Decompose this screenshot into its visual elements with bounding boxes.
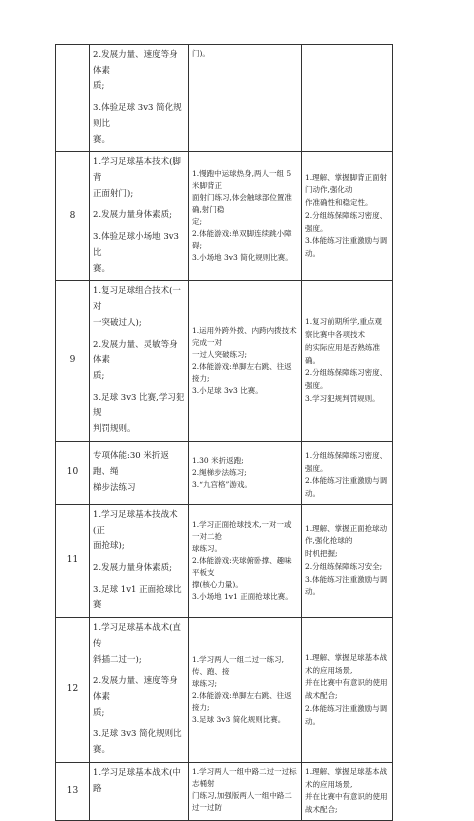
lesson-goals-line: 3.体验足球小场地 3v3 比	[93, 232, 179, 258]
lesson-methods-line: 一过人突破练习;	[192, 350, 248, 360]
lesson-goals	[90, 45, 189, 152]
lesson-methods-line: 门)。	[192, 49, 210, 58]
lesson-methods-line: 1.慢跑中运球热身,两人一组 5 米脚背正	[192, 169, 292, 191]
lesson-methods-line: 3.“九宫格”游戏。	[192, 479, 252, 489]
lesson-goals-line: 3.体验足球 3v3 简化规则比	[93, 103, 182, 129]
lesson-methods-line: 1.30 米折返跑;	[192, 455, 244, 465]
lesson-notes-line: 1.复习前期所学,重点观察比赛中各项技术	[305, 317, 383, 340]
lesson-goals	[90, 281, 189, 441]
lesson-methods-line: 2.体能游戏:单脚左右跳、往返接力;	[192, 362, 292, 384]
lesson-goals-line: 赛。	[93, 263, 111, 274]
lesson-goals-line: 质;	[93, 370, 105, 381]
lesson-notes	[302, 45, 393, 152]
lesson-notes	[302, 504, 393, 617]
lesson-methods	[189, 618, 302, 763]
lesson-methods-line: 2.体能游戏:单脚左右跳、往返接力;	[192, 691, 292, 712]
lesson-methods-line: 撑(核心力量)。	[192, 579, 243, 589]
table-row	[56, 152, 393, 281]
lesson-goals-line: 梯步法练习	[93, 482, 136, 493]
lesson-goals-line: 3.足球 3v3 比赛,学习犯规	[93, 392, 185, 419]
lesson-methods	[189, 504, 302, 617]
lesson-methods-line: 定;	[192, 217, 203, 227]
lesson-methods-line: 1.运用外跨外拨、内跨内拨技术完成一对	[192, 326, 297, 348]
lesson-notes-line: 3.体能练习注重激励与调动。	[305, 236, 388, 259]
lesson-notes-line: 的实际应用是否熟练准确。	[305, 342, 380, 365]
lesson-number: 11	[56, 504, 90, 617]
table-row	[56, 45, 393, 152]
lesson-methods-line: 门练习,加强版两人一组中路二过一过防	[192, 790, 292, 812]
lesson-methods-line: 2.体能游戏:单双脚连续跳小障碍;	[192, 229, 292, 251]
table-row	[56, 762, 393, 820]
lesson-goals-line: 面抢球);	[93, 541, 125, 552]
lesson-notes-line: 3.体能练习注重激励与调动。	[305, 574, 388, 597]
lesson-goals-line: 2.发展力量身体素质;	[93, 210, 172, 221]
lesson-number: 13	[56, 762, 90, 820]
lesson-methods-line: 面射门练习,体会触球部位置准确,射门稳	[192, 193, 292, 215]
table-row	[56, 441, 393, 504]
lesson-notes	[302, 762, 393, 820]
lesson-notes-line: 1.理解、掌握脚背正面射门动作,强化动	[305, 172, 388, 195]
lesson-goals-line: 专项体能:30 米折返跑、绳	[93, 451, 169, 477]
lesson-plan-body	[56, 45, 393, 821]
lesson-goals-line: 质;	[93, 707, 105, 718]
table-row	[56, 618, 393, 763]
lesson-goals-line: 1.复习足球组合技术(一对	[93, 286, 181, 313]
lesson-number: 9	[56, 281, 90, 441]
lesson-methods-line: 1.学习正面抢球技术,一对一或一对二抢	[192, 519, 292, 541]
lesson-notes-line: 作准确性和稳定性。	[305, 198, 373, 208]
lesson-notes	[302, 152, 393, 281]
lesson-number: 10	[56, 441, 90, 504]
lesson-goals-line: 判罚规则。	[93, 424, 136, 435]
lesson-notes-line: 时机把握;	[305, 549, 338, 559]
lesson-goals-line: 质;	[93, 81, 105, 92]
lesson-notes	[302, 281, 393, 441]
lesson-goals-line: 3.足球 1v1 正面抢球比赛	[93, 584, 182, 611]
table-row	[56, 504, 393, 617]
lesson-notes-line: 1.分组练保障练习密度、强度。	[305, 450, 388, 473]
lesson-notes-line: 2.分组练保障练习密度、强度。	[305, 210, 388, 233]
lesson-plan-table	[55, 44, 393, 821]
lesson-goals-line: 1.学习足球基本战术(中路	[93, 767, 181, 794]
lesson-methods-line: 球练习;	[192, 679, 218, 688]
lesson-methods-line: 3.小场地 1v1 正面抢球比赛。	[192, 591, 293, 601]
lesson-notes-line: 并在比赛中有意识的使用战术配合;	[305, 792, 388, 815]
lesson-methods	[189, 441, 302, 504]
lesson-notes	[302, 441, 393, 504]
table-row	[56, 281, 393, 441]
lesson-goals-line: 1.学习足球基本技战术(正	[93, 509, 178, 536]
lesson-goals-line: 一突破过人);	[93, 317, 142, 328]
lesson-methods	[189, 152, 302, 281]
lesson-notes-line: 2.体能练习注重激励与调动。	[305, 703, 388, 726]
lesson-number	[56, 45, 90, 152]
lesson-methods	[189, 762, 302, 820]
lesson-goals-line: 2.发展力量、速度等身体素	[93, 50, 178, 76]
lesson-goals-line: 3.足球 3v3 简化规则比赛。	[93, 729, 182, 756]
lesson-goals	[90, 618, 189, 763]
lesson-methods-line: 2.绳梯步法练习;	[192, 467, 247, 477]
lesson-methods-line: 3.小足球 3v3 比赛。	[192, 386, 263, 396]
lesson-goals	[90, 762, 189, 820]
lesson-number: 12	[56, 618, 90, 763]
lesson-methods-line: 1.学习两人一组二过一练习,传、跑、接	[192, 655, 285, 676]
lesson-goals	[90, 441, 189, 504]
lesson-goals-line: 2.发展力量身体素质;	[93, 562, 172, 573]
lesson-goals-line: 正面射门);	[93, 188, 134, 199]
lesson-goals-line: 2.发展力量、灵敏等身体素	[93, 339, 178, 366]
lesson-notes-line: 1.理解、掌握正面抢球动作,强化抢球的	[305, 523, 388, 546]
lesson-notes-line: 1.理解、掌握足球基本战术的应用场景,	[305, 652, 388, 675]
lesson-methods	[189, 281, 302, 441]
lesson-notes	[302, 618, 393, 763]
lesson-goals-line: 2.发展力量、速度等身体素	[93, 676, 178, 702]
lesson-notes-line: 2.分组练保障练习安全;	[305, 561, 383, 571]
lesson-goals-line: 赛。	[93, 134, 111, 145]
lesson-notes-line: 3.学习犯规判罚规则。	[305, 393, 380, 403]
lesson-methods-line: 球练习。	[192, 543, 222, 553]
lesson-goals	[90, 152, 189, 281]
lesson-goals-line: 1.学习足球基本战术(直传	[93, 623, 181, 649]
lesson-notes-line: 2.体能练习注重激励与调动。	[305, 476, 388, 499]
lesson-number: 8	[56, 152, 90, 281]
lesson-notes-line: 1.理解、掌握足球基本战术的应用场景,	[305, 766, 388, 789]
lesson-methods	[189, 45, 302, 152]
lesson-methods-line: 1.学习两人一组中路二过一过标志桶射	[192, 766, 297, 788]
lesson-notes-line: 2.分组练保障练习密度、强度。	[305, 368, 388, 391]
lesson-methods-line: 2.体能游戏:夹球俯卧撑、趣味平板支	[192, 555, 292, 577]
lesson-goals-line: 斜插二过一);	[93, 654, 142, 665]
lesson-goals-line: 1.学习足球基本技术(脚背	[93, 157, 181, 184]
lesson-goals	[90, 504, 189, 617]
lesson-methods-line: 3.小场地 3v3 简化规则比赛。	[192, 253, 293, 263]
lesson-notes-line: 并在比赛中有意识的使用战术配合;	[305, 678, 388, 700]
lesson-methods-line: 3.足球 3v3 简化规则比赛。	[192, 715, 286, 724]
